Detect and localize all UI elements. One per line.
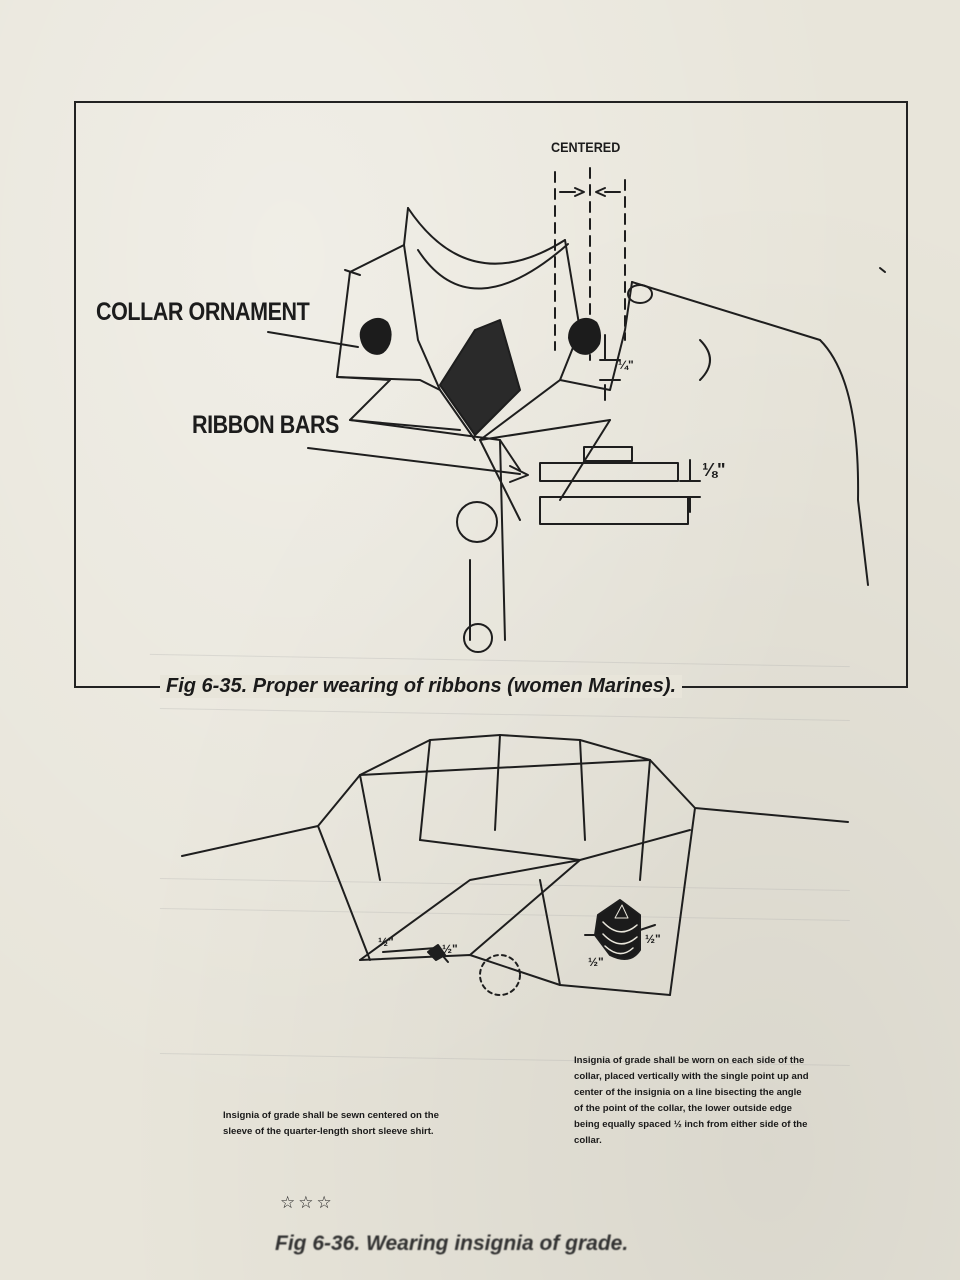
figure-6-35-caption: Fig 6-35. Proper wearing of ribbons (women Marines). xyxy=(160,675,682,698)
measure-half-inch-right-a: ½" xyxy=(645,932,661,946)
collar-tie-shading xyxy=(440,320,520,435)
section-divider-stars: ☆☆☆ xyxy=(280,1193,335,1212)
collar-ornament-left xyxy=(360,318,392,355)
label-ribbon-bars: RIBBON BARS xyxy=(192,411,339,439)
jacket-collar-drawing xyxy=(268,168,885,652)
measure-half-inch-right-b: ½" xyxy=(588,955,604,969)
label-centered: CENTERED xyxy=(551,139,621,155)
note-sleeve-insignia: Insignia of grade shall be sewn centered on the sleeve of the quarter-length short sleeve shirt. xyxy=(223,1110,439,1137)
collar-insignia-drawing xyxy=(182,735,848,995)
figure-6-36-caption: Fig 6-36. Wearing insignia of grade. xyxy=(275,1232,629,1255)
note-collar-insignia: Insignia of grade shall be worn on each side of the collar, placed vertically with the single point up and center of the insignia on a line bisecting the angle of the point of the collar, the lower outside edge being equally spaced ½ inch from either side of the collar. xyxy=(574,1055,809,1146)
label-collar-ornament: COLLAR ORNAMENT xyxy=(96,298,310,326)
measure-half-inch-left-b: ½" xyxy=(442,942,458,956)
measure-quarter-inch: ¼" xyxy=(618,358,634,372)
measure-half-inch-left-a: ½" xyxy=(378,935,394,949)
measure-eighth-inch: ⅛" xyxy=(702,460,726,480)
